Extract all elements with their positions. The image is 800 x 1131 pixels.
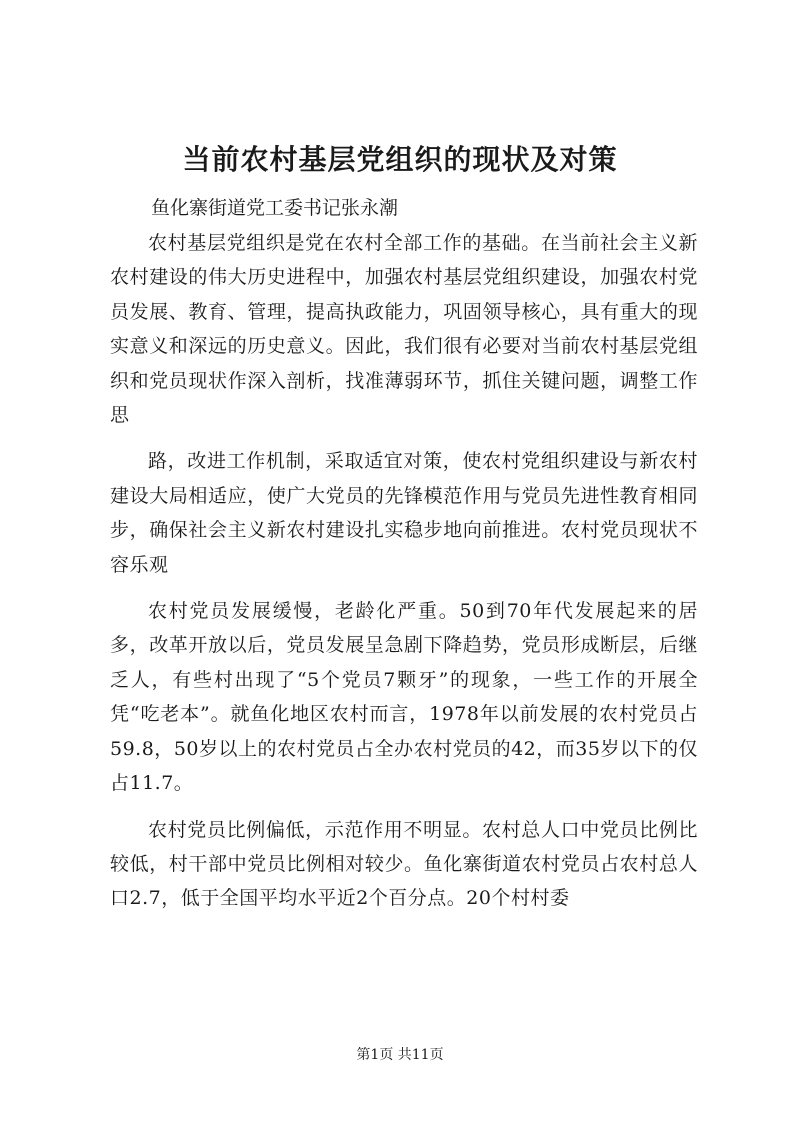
paragraph-4: 农村党员比例偏低，示范作用不明显。农村总人口中党员比例比较低，村干部中党员比例相对较少。鱼化寨街道农村党员占农村总人口2.7，低于全国平均水平近2个百分点。20个村村委 xyxy=(110,818,698,910)
page-footer: 第1页 共11页 xyxy=(356,1047,444,1063)
paragraph-2: 路，改进工作机制，采取适宜对策，使农村党组织建设与新农村建设大局相适应，使广大党员的先锋模范作用与党员先进性教育相同步，确保社会主义新农村建设扎实稳步地向前推进。农村党员现状不容乐观 xyxy=(110,450,698,576)
document-body xyxy=(110,226,698,928)
author-line: 鱼化寨街道党工委书记张永潮 xyxy=(151,197,399,219)
paragraph-1: 农村基层党组织是党在农村全部工作的基础。在当前社会主义新农村建设的伟大历史进程中，加强农村基层党组织建设，加强农村党员发展、教育、管理，提高执政能力，巩固领导核心，具有重大的现实意义和深远的历史意义。因此，我们很有必要对当前农村基层党组织和党员现状作深入剖析，找准薄弱环节，抓住关键问题，调整工作思 xyxy=(110,232,698,427)
paragraph-3: 农村党员发展缓慢，老龄化严重。50到70年代发展起来的居多，改革开放以后，党员发展呈急剧下降趋势，党员形成断层，后继乏人，有些村出现了“5个党员7颗牙”的现象，一些工作的开展全凭“吃老本”。就鱼化地区农村而言，1978年以前发展的农村党员占59.8，50岁以上的农村党员占全办农村党员的42，而35岁以下的仅占11.7。 xyxy=(110,600,698,795)
document-title: 当前农村基层党组织的现状及对策 xyxy=(182,143,618,176)
